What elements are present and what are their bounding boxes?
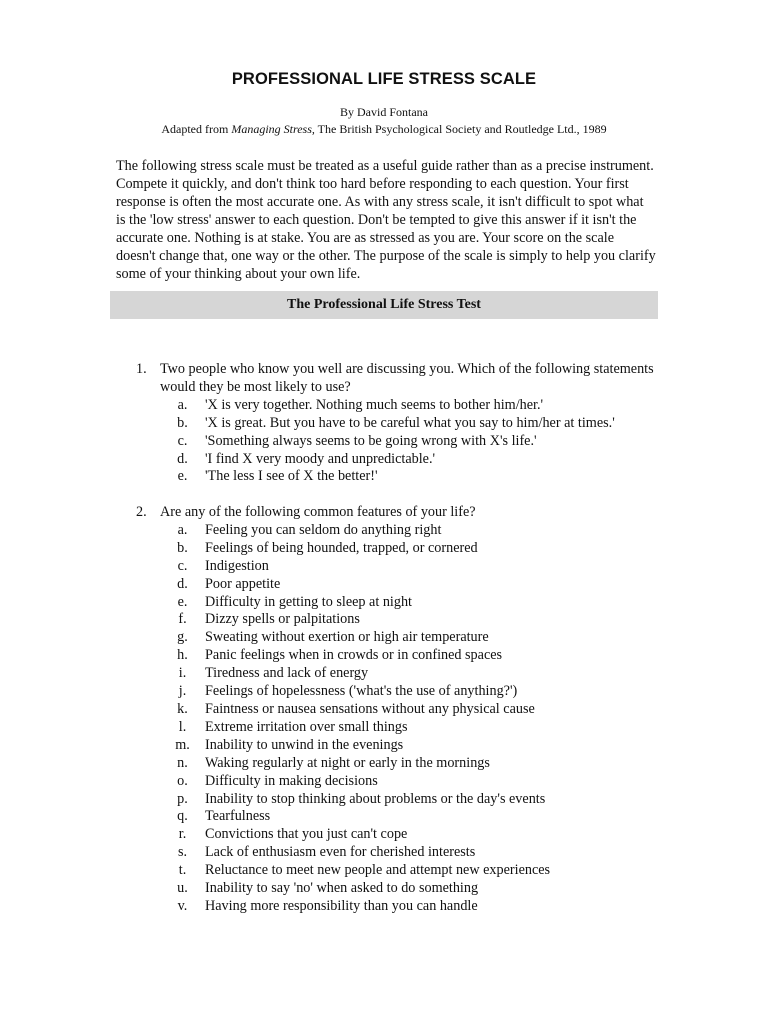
option-item	[160, 611, 656, 629]
section-heading: The Professional Life Stress Test	[110, 291, 658, 319]
option-text: Difficulty in getting to sleep at night	[205, 593, 413, 610]
option-letter: b.	[177, 414, 188, 431]
document-title: PROFESSIONAL LIFE STRESS SCALE	[231, 70, 537, 88]
option-text: Indigestion	[205, 557, 269, 574]
option-item	[160, 880, 656, 898]
source-book-title: Managing Stress,	[231, 122, 315, 136]
option-text: 'X is very together. Nothing much seems to bother him/her.'	[205, 396, 544, 413]
option-letter: c.	[177, 557, 188, 574]
option-item	[160, 773, 656, 791]
option-item	[160, 540, 656, 558]
option-text: Poor appetite	[205, 575, 281, 592]
option-text: Feelings of hopelessness ('what's the use of anything?')	[205, 683, 518, 700]
option-letter: i.	[178, 665, 187, 682]
option-text: Difficulty in making decisions	[205, 772, 378, 789]
option-letter: a.	[177, 521, 188, 538]
option-text: Convictions that you just can't cope	[205, 826, 408, 843]
option-item	[160, 683, 656, 701]
question-text: Are any of the following common features of your life?	[160, 504, 476, 520]
author-line: By David Fontana	[340, 105, 428, 119]
option-text: Inability to stop thinking about problems or the day's events	[205, 790, 546, 807]
option-letter: s.	[177, 844, 188, 861]
option-item	[160, 665, 656, 683]
option-item	[160, 629, 656, 647]
option-letter: h.	[177, 647, 188, 664]
option-text: Dizzy spells or palpitations	[205, 611, 360, 628]
option-item	[160, 433, 656, 451]
option-letter: c.	[177, 432, 188, 449]
option-letter: u.	[177, 880, 188, 897]
option-letter: j.	[178, 683, 187, 700]
option-item	[160, 468, 656, 486]
option-letter: v.	[177, 897, 188, 914]
option-letter: q.	[177, 808, 188, 825]
option-text: Having more responsibility than you can handle	[205, 897, 478, 914]
option-letter: k.	[177, 700, 188, 717]
option-item	[160, 844, 656, 862]
option-text: Feelings of being hounded, trapped, or cornered	[205, 539, 478, 556]
option-letter: a.	[177, 396, 188, 413]
option-item	[160, 862, 656, 880]
option-item	[160, 898, 656, 916]
option-letter: e.	[177, 593, 188, 610]
option-item	[160, 737, 656, 755]
option-letter: l.	[178, 718, 187, 735]
option-item	[160, 755, 656, 773]
byline	[0, 104, 768, 138]
option-item	[160, 701, 656, 719]
option-letter: e.	[177, 468, 188, 485]
source-line	[0, 121, 768, 138]
option-letter: p.	[177, 790, 188, 807]
option-letter: d.	[177, 575, 188, 592]
option-letter: m.	[175, 736, 190, 753]
option-item	[160, 415, 656, 433]
option-item	[160, 826, 656, 844]
option-text: Reluctance to meet new people and attempt new experiences	[205, 862, 551, 879]
option-text: Lack of enthusiasm even for cherished interests	[205, 844, 476, 861]
option-letter: o.	[177, 772, 188, 789]
option-letter: r.	[178, 826, 187, 843]
option-text: 'The less I see of X the better!'	[205, 468, 378, 485]
option-letter: d.	[177, 450, 188, 467]
option-text: Waking regularly at night or early in the mornings	[205, 754, 490, 771]
option-list	[136, 522, 656, 916]
question-1	[136, 361, 656, 486]
option-text: Inability to unwind in the evenings	[205, 736, 404, 753]
question-number: 2.	[136, 504, 147, 520]
source-prefix: Adapted from	[161, 122, 232, 136]
option-text: 'X is great. But you have to be careful what you say to him/her at times.'	[205, 414, 615, 431]
option-item	[160, 808, 656, 826]
option-text: Inability to say 'no' when asked to do something	[205, 880, 479, 897]
question-text: Two people who know you well are discussing you. Which of the following statements would they be most likely to use?	[160, 361, 654, 395]
option-text: Feeling you can seldom do anything right	[205, 521, 442, 538]
option-text: Panic feelings when in crowds or in confined spaces	[205, 647, 503, 664]
option-text: 'Something always seems to be going wrong with X's life.'	[205, 432, 537, 449]
intro-paragraph: The following stress scale must be treated as a useful guide rather than as a precise instrument. Compete it quickly, and don't think too hard before responding to each question. Your first response is often the most accurate one. As with any stress scale, it isn't difficult to spot what is the 'low stress' answer to each question. Don't be tempted to give this answer if it isn't the accurate one. Nothing is at stake. You are as stressed as you are. Your score on the scale doesn't change that, one way or the other. The purpose of the scale is simply to help you clarify some of your thinking about your own life.	[116, 158, 656, 282]
option-item	[160, 576, 656, 594]
option-item	[160, 719, 656, 737]
option-text: Tiredness and lack of energy	[205, 665, 369, 682]
option-item	[160, 451, 656, 469]
question-2	[136, 504, 656, 916]
option-item	[160, 647, 656, 665]
option-item	[160, 397, 656, 415]
option-list	[136, 397, 656, 487]
option-text: Faintness or nausea sensations without any physical cause	[205, 700, 535, 717]
option-text: 'I find X very moody and unpredictable.'	[205, 450, 436, 467]
option-letter: n.	[177, 754, 188, 771]
question-number: 1.	[136, 361, 147, 377]
option-item	[160, 791, 656, 809]
option-text: Tearfulness	[205, 808, 271, 825]
option-letter: b.	[177, 539, 188, 556]
option-text: Extreme irritation over small things	[205, 718, 408, 735]
option-letter: t.	[178, 862, 187, 879]
option-item	[160, 522, 656, 540]
source-suffix: The British Psychological Society and Routledge Ltd., 1989	[314, 122, 607, 136]
option-letter: g.	[177, 629, 188, 646]
option-text: Sweating without exertion or high air temperature	[205, 629, 489, 646]
option-letter: f.	[178, 611, 187, 628]
option-item	[160, 558, 656, 576]
option-item	[160, 594, 656, 612]
